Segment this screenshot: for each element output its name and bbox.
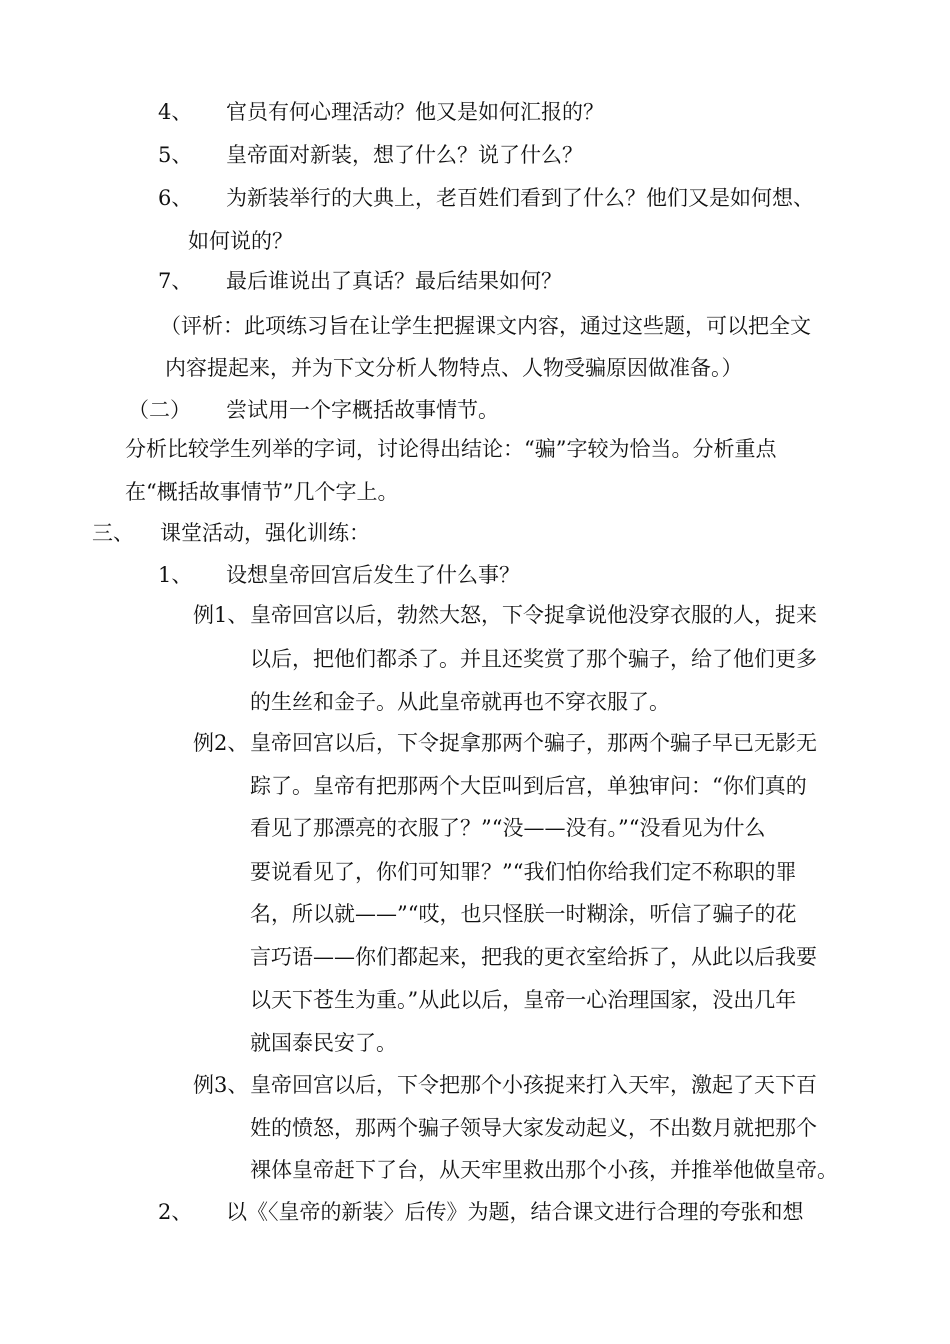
example-line: 踪了。皇帝有把那两个大臣叫到后宫，单独审问：“你们真的: [250, 774, 807, 798]
paragraph-line: 分析比较学生列举的字词，讨论得出结论：“骗”字较为恰当。分析重点: [125, 437, 777, 461]
example-line: 看见了那漂亮的衣服了？”“没——没有。”“没看见为什么: [250, 816, 766, 840]
example-line: 言巧语——你们都起来，把我的更衣室给拆了，从此以后我要: [250, 945, 817, 969]
item-text: 最后谁说出了真话？最后结果如何？: [226, 269, 562, 293]
example-line: 以后，把他们都杀了。并且还奖赏了那个骗子，给了他们更多: [250, 647, 817, 671]
example-line: 裸体皇帝赶下了台，从天牢里救出那个小孩，并推举他做皇帝。: [250, 1158, 838, 1182]
item-number: 4、: [158, 100, 193, 124]
paragraph-line: 在“概括故事情节”几个字上。: [125, 480, 399, 504]
section-heading: 课堂活动，强化训练：: [160, 521, 370, 545]
item-text: 为新装举行的大典上，老百姓们看到了什么？他们又是如何想、: [226, 186, 814, 210]
section-number: 三、: [92, 521, 134, 545]
example-line: 名，所以就——”“哎，也只怪朕一时糊涂，听信了骗子的花: [250, 902, 797, 926]
example-label: 例3、: [193, 1073, 249, 1097]
item-text: 以《〈皇帝的新装〉后传》为题，结合课文进行合理的夸张和想: [226, 1200, 804, 1224]
example-line: 姓的愤怒，那两个骗子领导大家发动起义，不出数月就把那个: [250, 1116, 817, 1140]
example-line: 要说看见了，你们可知罪？”“我们怕你给我们定不称职的罪: [250, 860, 797, 884]
item-text-continuation: 如何说的？: [188, 229, 293, 253]
example-line: 以天下苍生为重。”从此以后，皇帝一心治理国家，没出几年: [250, 988, 797, 1012]
example-label: 例2、: [193, 731, 249, 755]
section-heading: 尝试用一个字概括故事情节。: [226, 398, 499, 422]
example-label: 例1、: [193, 603, 249, 627]
item-number: 6、: [158, 186, 193, 210]
example-line: 皇帝回宫以后，下令把那个小孩捉来打入天牢，激起了天下百: [250, 1073, 817, 1097]
item-text: 设想皇帝回宫后发生了什么事？: [226, 563, 520, 587]
section-number: （二）: [128, 398, 191, 422]
example-line: 皇帝回宫以后，下令捉拿那两个骗子，那两个骗子早已无影无: [250, 731, 817, 755]
item-number: 1、: [158, 563, 193, 587]
comment-line: 内容提起来，并为下文分析人物特点、人物受骗原因做准备。）: [165, 356, 743, 380]
item-number: 5、: [158, 143, 193, 167]
comment-line: （评析：此项练习旨在让学生把握课文内容，通过这些题，可以把全文: [160, 314, 811, 338]
item-text: 官员有何心理活动？他又是如何汇报的？: [226, 100, 604, 124]
item-text: 皇帝面对新装，想了什么？说了什么？: [226, 143, 583, 167]
example-line: 的生丝和金子。从此皇帝就再也不穿衣服了。: [250, 690, 670, 714]
example-line: 就国泰民安了。: [250, 1031, 397, 1055]
example-line: 皇帝回宫以后，勃然大怒，下令捉拿说他没穿衣服的人，捉来: [250, 603, 817, 627]
item-number: 7、: [158, 269, 193, 293]
item-number: 2、: [158, 1200, 193, 1224]
